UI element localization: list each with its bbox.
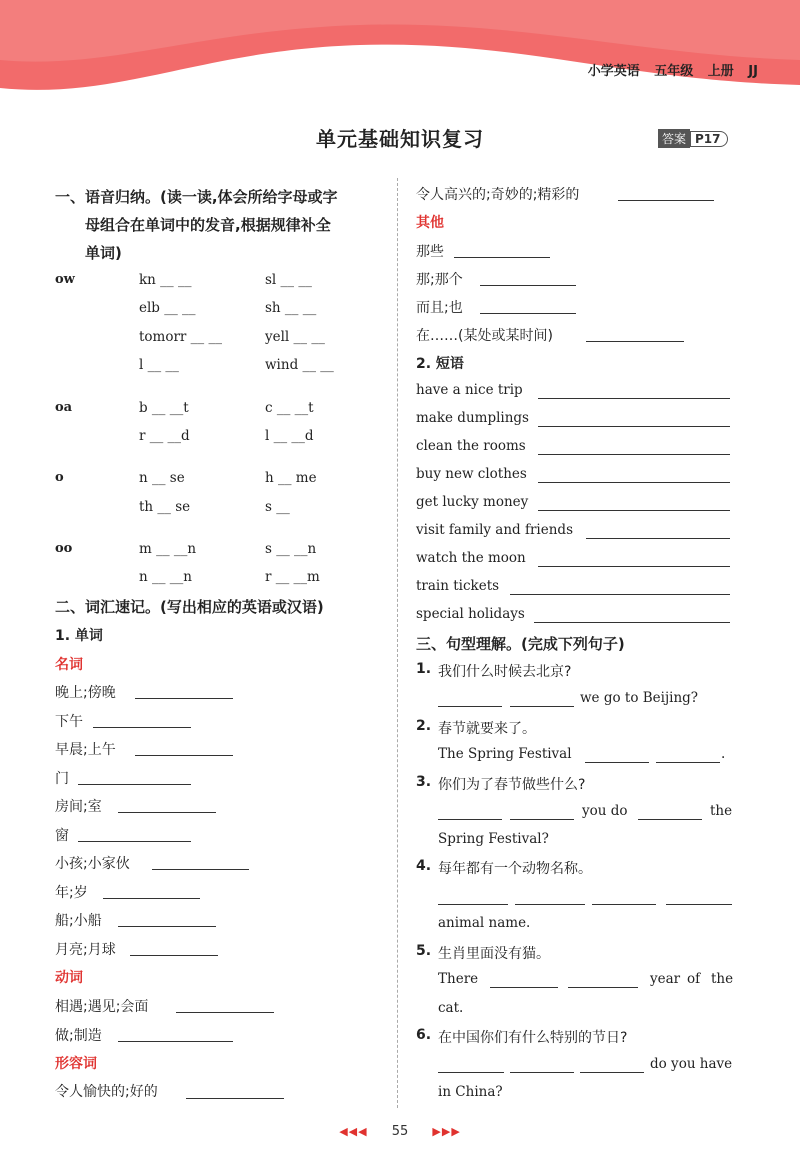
next-page-arrows-icon[interactable]: ▶▶▶ <box>432 1125 461 1138</box>
answer-line[interactable] <box>510 1072 574 1073</box>
answer-line[interactable] <box>176 1012 274 1013</box>
answer-line[interactable] <box>568 987 638 988</box>
phrase-prompt: visit family and friends <box>416 522 574 538</box>
other-category: 其他 <box>416 215 444 231</box>
phrases-subheading: 2. 短语 <box>416 356 464 372</box>
answer-line[interactable] <box>510 706 574 707</box>
phrase-prompt: train tickets <box>416 578 500 594</box>
sentence-text: Spring Festival? <box>438 831 549 847</box>
other-prompt: 那;那个 <box>416 272 463 288</box>
phonics-word: m __ __n <box>139 541 197 557</box>
phonics-word: l __ __ <box>139 357 179 373</box>
answer-line[interactable] <box>152 869 249 870</box>
answer-line[interactable] <box>656 762 720 763</box>
answer-line[interactable] <box>78 841 191 842</box>
question-chinese: 生肖里面没有猫。 <box>438 946 550 962</box>
phrase-prompt: special holidays <box>416 606 525 622</box>
question-number: 4. <box>416 858 432 874</box>
other-prompt: 而且;也 <box>416 300 463 316</box>
sentence-text: the <box>710 803 733 819</box>
noun-prompt: 门 <box>55 771 69 787</box>
page-footer <box>0 1124 800 1139</box>
answer-line[interactable] <box>78 784 191 785</box>
sentence-text: There <box>438 971 479 987</box>
sentence-text: . <box>721 746 726 762</box>
noun-prompt: 下午 <box>55 714 83 730</box>
answer-line[interactable] <box>538 482 730 483</box>
answer-page: P17 <box>690 131 728 147</box>
answer-line[interactable] <box>592 904 656 905</box>
sound-label: o <box>55 470 64 485</box>
book-header: 小学英语 五年级 上册 JJ <box>587 64 758 79</box>
page-number: 55 <box>391 1124 409 1139</box>
question-chinese: 在中国你们有什么特别的节日? <box>438 1030 628 1046</box>
phrase-prompt: clean the rooms <box>416 438 526 454</box>
question-number: 3. <box>416 774 432 790</box>
sentence-text: do you have <box>650 1056 733 1072</box>
phonics-word: elb __ __ <box>139 300 196 316</box>
column-divider <box>397 178 398 1108</box>
answer-line[interactable] <box>538 510 730 511</box>
question-number: 5. <box>416 943 432 959</box>
answer-line[interactable] <box>515 904 585 905</box>
answer-line[interactable] <box>118 1041 233 1042</box>
noun-prompt: 房间;室 <box>55 799 102 815</box>
section1-heading-line2: 母组合在单词中的发音,根据规律补全 <box>85 216 331 234</box>
question-number: 1. <box>416 661 432 677</box>
sentence-text: in China? <box>438 1084 503 1100</box>
answer-line[interactable] <box>534 622 730 623</box>
sentence-text: of <box>687 971 701 987</box>
phonics-word: b __ __t <box>139 400 189 416</box>
sentence-text: the <box>711 971 734 987</box>
answer-line[interactable] <box>480 313 576 314</box>
phonics-word: sh __ __ <box>265 300 317 316</box>
verb-prompt: 相遇;遇见;会面 <box>55 999 149 1015</box>
adjective-prompt: 令人愉快的;好的 <box>55 1084 158 1100</box>
noun-prompt: 月亮;月球 <box>55 942 116 958</box>
phonics-word: r __ __d <box>139 428 190 444</box>
answer-line[interactable] <box>103 898 200 899</box>
phonics-word: kn __ __ <box>139 272 192 288</box>
noun-prompt: 窗 <box>55 828 69 844</box>
answer-line[interactable] <box>538 566 730 567</box>
question-number: 2. <box>416 718 432 734</box>
answer-line[interactable] <box>538 426 730 427</box>
question-chinese: 你们为了春节做些什么? <box>438 777 586 793</box>
section1-heading-line3: 单词) <box>85 244 122 262</box>
answer-line[interactable] <box>585 762 649 763</box>
answer-line[interactable] <box>438 904 508 905</box>
words-subheading: 1. 单词 <box>55 628 103 644</box>
sound-label: oo <box>55 541 73 556</box>
adjective-prompt: 令人高兴的;奇妙的;精彩的 <box>416 187 580 203</box>
phonics-word: c __ __t <box>265 400 314 416</box>
other-prompt: 那些 <box>416 244 444 260</box>
other-prompt: 在……(某处或某时间) <box>416 328 553 344</box>
prev-page-arrows-icon[interactable]: ◀◀◀ <box>339 1125 368 1138</box>
phonics-word: n __ __n <box>139 569 192 585</box>
answer-line[interactable] <box>586 341 684 342</box>
question-chinese: 我们什么时候去北京? <box>438 664 572 680</box>
phonics-word: sl __ __ <box>265 272 312 288</box>
page-title: 单元基础知识复习 <box>316 127 484 151</box>
sentence-text: The Spring Festival <box>438 746 572 762</box>
sentence-text: year <box>650 971 681 987</box>
phonics-word: r __ __m <box>265 569 320 585</box>
phonics-word: th __ se <box>139 499 191 515</box>
header-banner <box>0 0 800 100</box>
sentence-text: you do <box>582 803 628 819</box>
answer-line[interactable] <box>586 538 730 539</box>
answer-line[interactable] <box>538 454 730 455</box>
answer-line[interactable] <box>135 755 233 756</box>
noun-prompt: 船;小船 <box>55 913 102 929</box>
phonics-word: yell __ __ <box>265 329 325 345</box>
phrase-prompt: have a nice trip <box>416 382 523 398</box>
phonics-word: s __ __n <box>265 541 317 557</box>
sound-label: oa <box>55 400 73 415</box>
answer-line[interactable] <box>538 398 730 399</box>
noun-prompt: 小孩;小家伙 <box>55 856 130 872</box>
sentence-text: animal name. <box>438 915 531 931</box>
answer-line[interactable] <box>580 1072 644 1073</box>
phrase-prompt: make dumplings <box>416 410 529 426</box>
phonics-word: n __ se <box>139 470 185 486</box>
noun-prompt: 年;岁 <box>55 885 88 901</box>
answer-line[interactable] <box>118 926 216 927</box>
sentence-text: cat. <box>438 1000 464 1016</box>
answer-line[interactable] <box>666 904 732 905</box>
noun-prompt: 晚上;傍晚 <box>55 685 116 701</box>
noun-prompt: 早晨;上午 <box>55 742 116 758</box>
answer-line[interactable] <box>510 819 574 820</box>
answer-line[interactable] <box>480 285 576 286</box>
answer-badge[interactable] <box>658 129 728 148</box>
verb-prompt: 做;制造 <box>55 1028 102 1044</box>
verb-category: 动词 <box>55 970 83 986</box>
answer-line[interactable] <box>618 200 714 201</box>
answer-line[interactable] <box>438 1072 504 1073</box>
phrase-prompt: get lucky money <box>416 494 529 510</box>
answer-line[interactable] <box>186 1098 284 1099</box>
answer-line[interactable] <box>93 727 191 728</box>
answer-line[interactable] <box>135 698 233 699</box>
answer-line[interactable] <box>454 257 550 258</box>
answer-line[interactable] <box>438 706 502 707</box>
noun-category: 名词 <box>55 657 83 673</box>
phonics-word: s __ <box>265 499 290 515</box>
answer-line[interactable] <box>130 955 218 956</box>
phonics-word: tomorr __ __ <box>139 329 222 345</box>
section2-heading: 二、词汇速记。(写出相应的英语或汉语) <box>55 598 324 616</box>
question-chinese: 春节就要来了。 <box>438 721 536 737</box>
question-number: 6. <box>416 1027 432 1043</box>
question-chinese: 每年都有一个动物名称。 <box>438 861 592 877</box>
phonics-word: l __ __d <box>265 428 314 444</box>
sentence-text: we go to Beijing? <box>580 690 699 706</box>
answer-line[interactable] <box>510 594 730 595</box>
phrase-prompt: buy new clothes <box>416 466 527 482</box>
sound-label: ow <box>55 272 75 287</box>
answer-line[interactable] <box>118 812 216 813</box>
answer-line[interactable] <box>490 987 558 988</box>
adjective-category: 形容词 <box>55 1056 97 1072</box>
phonics-word: h __ me <box>265 470 317 486</box>
answer-label: 答案 <box>658 129 690 148</box>
phonics-word: wind __ __ <box>265 357 334 373</box>
phrase-prompt: watch the moon <box>416 550 526 566</box>
answer-line[interactable] <box>638 819 702 820</box>
answer-line[interactable] <box>438 819 502 820</box>
section3-heading: 三、句型理解。(完成下列句子) <box>416 635 625 653</box>
section1-heading-line1: 一、语音归纳。(读一读,体会所给字母或字 <box>55 188 338 206</box>
